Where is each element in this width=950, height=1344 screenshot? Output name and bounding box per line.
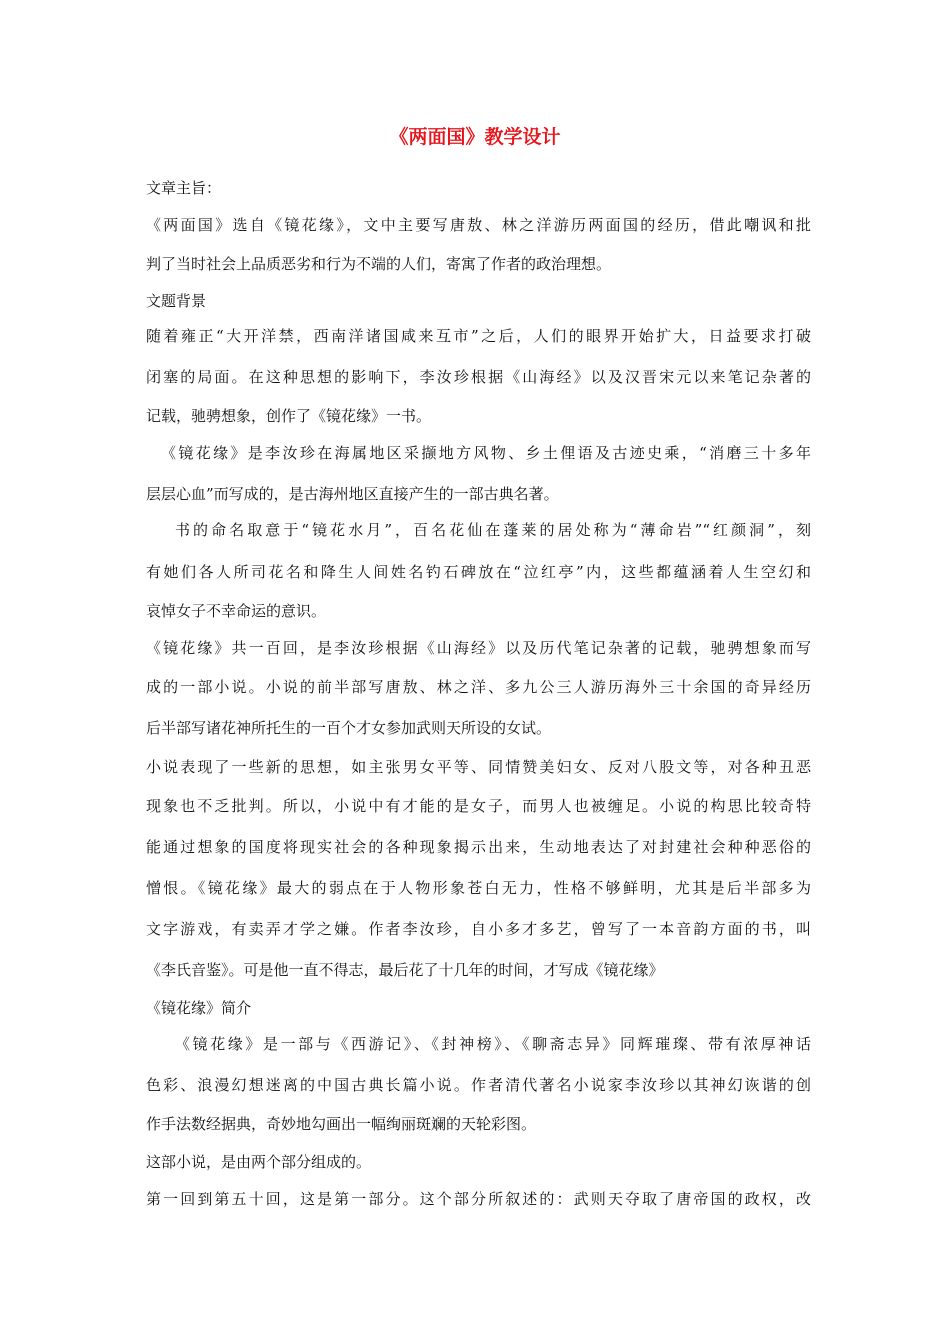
- paragraph-line: 作手法数经据典，奇妙地勾画出一幅绚丽斑斓的天轮彩图。: [146, 1115, 537, 1133]
- paragraph-line: 判了当时社会上品质恶劣和行为不端的人们，寄寓了作者的政治理想。: [146, 255, 612, 273]
- paragraph-line: 小说表现了一些新的思想，如主张男女平等、同情赞美妇女、反对八股文等，对各种丑恶: [146, 758, 811, 776]
- paragraph-line: 记载，驰骋想象，创作了《镜花缘》一书。: [146, 407, 432, 425]
- paragraph-line: 这部小说，是由两个部分组成的。: [146, 1153, 372, 1171]
- paragraph-line: 憎恨。《镜花缘》最大的弱点在于人物形象苍白无力，性格不够鲜明，尤其是后半部多为: [146, 879, 811, 897]
- section-heading: 文题背景: [146, 292, 207, 310]
- paragraph-line: 《镜花缘》共一百回，是李汝珍根据《山海经》以及历代笔记杂著的记载，驰骋想象而写: [146, 639, 811, 657]
- paragraph-line: 《两面国》选自《镜花缘》，文中主要写唐敖、林之洋游历两面国的经历，借此嘲讽和批: [146, 216, 811, 234]
- section-heading: 《镜花缘》简介: [146, 999, 252, 1017]
- paragraph-line: 《镜花缘》是一部与《西游记》、《封神榜》、《聊斋志异》同辉璀璨、带有浓厚神话: [175, 1035, 811, 1053]
- paragraph-line: 成的一部小说。小说的前半部写唐敖、林之洋、多九公三人游历海外三十余国的奇异经历: [146, 678, 811, 696]
- paragraph-line: 第一回到第五十回，这是第一部分。这个部分所叙述的：武则天夺取了唐帝国的政权，改: [146, 1190, 811, 1208]
- paragraph-line: 《李氏音鉴》。可是他一直不得志，最后花了十几年的时间，才写成《镜花缘》: [146, 961, 664, 979]
- paragraph-line: 闭塞的局面。在这种思想的影响下，李汝珍根据《山海经》以及汉晋宋元以来笔记杂著的: [146, 368, 811, 386]
- paragraph-line: 书的命名取意于“镜花水月”，百名花仙在蓬莱的居处称为“薄命岩”“红颜洞”，刻: [175, 521, 811, 539]
- paragraph-line: 文字游戏，有卖弄才学之嫌。作者李汝珍，自小多才多艺，曾写了一本音韵方面的书，叫: [146, 920, 811, 938]
- paragraph-line: 《镜花缘》是李汝珍在海属地区采撷地方风物、乡土俚语及古迹史乘，“消磨三十多年: [161, 444, 811, 462]
- paragraph-line: 能通过想象的国度将现实社会的各种现象揭示出来，生动地表达了对封建社会种种恶俗的: [146, 838, 811, 856]
- section-heading: 文章主旨：: [146, 179, 222, 197]
- paragraph-line: 哀悼女子不幸命运的意识。: [146, 602, 327, 620]
- page-title: 《两面国》教学设计: [389, 126, 561, 148]
- paragraph-line: 色彩、浪漫幻想迷离的中国古典长篇小说。作者清代著名小说家李汝珍以其神幻诙谐的创: [146, 1076, 811, 1094]
- paragraph-line: 层层心血”而写成的，是古海州地区直接产生的一部古典名著。: [146, 485, 559, 503]
- paragraph-line: 随着雍正“大开洋禁，西南洋诸国咸来互市”之后，人们的眼界开始扩大，日益要求打破: [146, 327, 811, 345]
- paragraph-line: 后半部写诸花神所托生的一百个才女参加武则天所设的女试。: [146, 719, 552, 737]
- paragraph-line: 有她们各人所司花名和降生人间姓名钓石碑放在“泣红亭”内，这些都蕴涵着人生空幻和: [146, 563, 811, 581]
- paragraph-line: 现象也不乏批判。所以，小说中有才能的是女子，而男人也被缠足。小说的构思比较奇特: [146, 797, 811, 815]
